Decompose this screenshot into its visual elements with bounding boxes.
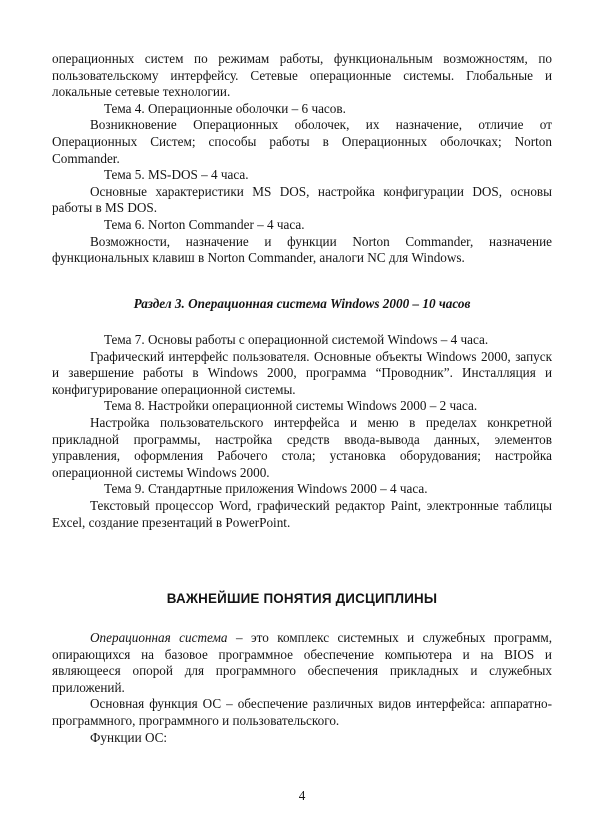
topic-4-title: Тема 4. Операционные оболочки – 6 часов.	[104, 100, 346, 116]
topic-7-title: Тема 7. Основы работы с операционной системой Windows – 4 часа.	[104, 332, 489, 347]
page-number: 4	[298, 788, 306, 803]
section2-text	[52, 51, 552, 267]
os-term: Операционная система	[90, 630, 228, 645]
main-function-paragraph: Основная функция ОС – обеспечение различных видов интерфейса: аппаратно-программного, программного и пользовательского.	[52, 696, 552, 728]
section3-text	[52, 332, 552, 531]
topic-9-text: Текстовый процессор Word, графический редактор Paint, электронные таблицы Excel, создание презентаций в PowerPoint.	[52, 497, 552, 530]
topic-8-text: Настройка пользовательского интерфейса и меню в пределах конкретной прикладной программы, настройка средств ввода-вывода данных, элементов управления, оформления Рабочего стола; установка оборудования; настройка операционной системы Windows 2000.	[52, 414, 552, 480]
topic-5-text: Основные характеристики MS DOS, настройка конфигурации DOS, основы работы в MS DOS.	[52, 183, 552, 216]
topic-7-text: Графический интерфейс пользователя. Основные объекты Windows 2000, запуск и завершение работы в Windows 2000, программа “Проводник”. Инсталляция и конфигурирование операционной системы.	[52, 348, 552, 397]
concepts-text	[52, 630, 552, 746]
topic-6-title: Тема 6. Norton Commander – 4 часа.	[104, 216, 305, 232]
topic-9-title: Тема 9. Стандартные приложения Windows 2000 – 4 часа.	[104, 481, 428, 497]
topic-8-title: Тема 8. Настройки операционной системы Windows 2000 – 2 часа.	[104, 398, 478, 414]
os-definition: – это комплекс системных и служебных программ, опирающихся на базовое программное обеспечение компьютера и на BIOS и являющееся опорой для программного обеспечения прикладных и служебных приложений.	[52, 630, 552, 695]
concepts-heading: ВАЖНЕЙШИЕ ПОНЯТИЯ ДИСЦИПЛИНЫ	[166, 591, 438, 606]
section2-intro: операционных систем по режимам работы, функциональным возможностям, по пользовательскому интерфейсу. Сетевые операционные системы. Глобальные и локальные сетевые технологии.	[52, 51, 552, 100]
functions-label: Функции ОС:	[90, 729, 168, 745]
topic-6-text: Возможности, назначение и функции Norton Commander, назначение функциональных клавиш в Norton Commander, аналоги NC для Windows.	[52, 233, 552, 266]
section3-heading: Раздел 3. Операционная система Windows 2000 – 10 часов	[133, 296, 471, 311]
topic-5-title: Тема 5. MS-DOS – 4 часа.	[104, 167, 249, 183]
topic-4-text: Возникновение Операционных оболочек, их назначение, отличие от Операционных Систем; способы работы в Операционных оболочках; Norton Commander.	[52, 117, 552, 166]
os-definition-paragraph	[52, 630, 552, 696]
